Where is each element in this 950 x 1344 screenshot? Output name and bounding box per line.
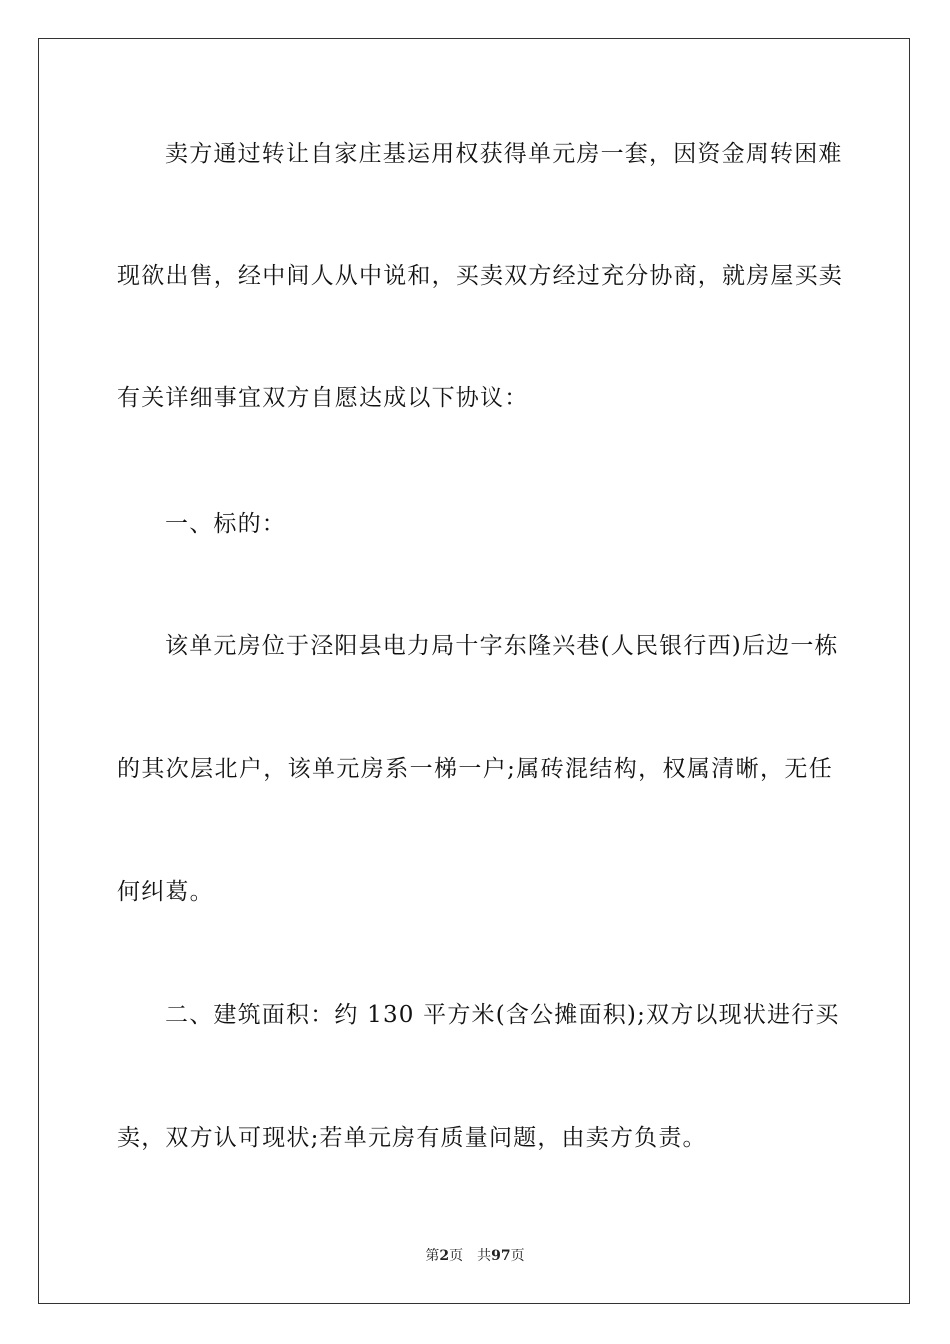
footer-page-number: 2 xyxy=(439,1248,450,1264)
paragraph-line: 该单元房位于泾阳县电力局十字东隆兴巷(人民银行西)后边一栋 xyxy=(165,633,839,659)
paragraph-line: 卖，双方认可现状;若单元房有质量问题，由卖方负责。 xyxy=(117,1125,707,1151)
paragraph-line: 有关详细事宜双方自愿达成以下协议： xyxy=(117,385,529,411)
paragraph-line: 的其次层北户，该单元房系一梯一户;属砖混结构，权属清晰，无任 xyxy=(117,756,833,782)
paragraph-line: 何纠葛。 xyxy=(117,879,214,905)
footer-total-suffix: 页 xyxy=(510,1248,525,1264)
paragraph-line: 二、建筑面积：约 130 平方米(含公摊面积);双方以现状进行买 xyxy=(165,1002,840,1028)
footer-total-prefix: 共 xyxy=(477,1248,492,1264)
paragraph-line: 卖方通过转让自家庄基运用权获得单元房一套，因资金周转困难 xyxy=(165,141,843,167)
paragraph-line: 现欲出售，经中间人从中说和，买卖双方经过充分协商，就房屋买卖 xyxy=(117,263,843,289)
footer-total-number: 97 xyxy=(491,1248,511,1264)
section-heading: 一、标的： xyxy=(165,511,286,537)
footer-page-prefix: 第 xyxy=(425,1248,440,1264)
footer-page-suffix: 页 xyxy=(449,1248,464,1264)
page-footer xyxy=(0,1247,950,1265)
page-frame xyxy=(38,38,910,1304)
